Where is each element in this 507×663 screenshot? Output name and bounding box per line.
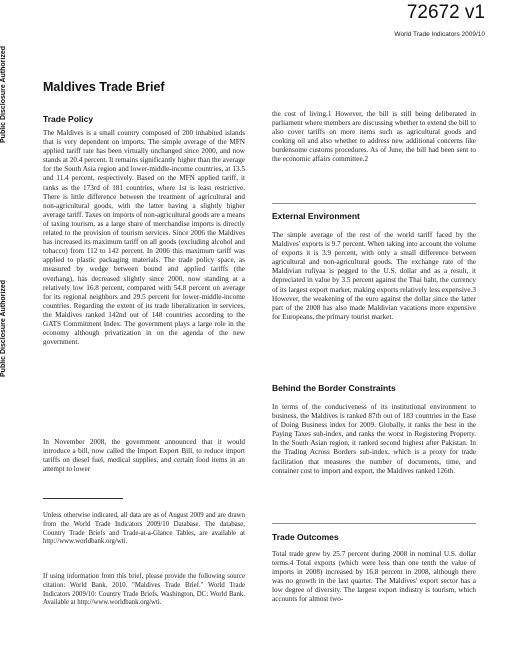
trade-policy-paragraph-3: the cost of living.1 However, the bill is still being deliberated in parliament where members are discussing whether to extend the bill to also cover tariffs on more items such as agricultural goods and cooking oil and also whether to address new additional concerns like burdensome customs procedures. As of June, the bill had been sent to the economic affairs committee.2 [272,110,476,164]
heading-behind-border: Behind the Border Constraints [272,383,396,393]
heading-trade-policy: Trade Policy [43,114,94,124]
behind-border-paragraph: In terms of the conduciveness of its institutional environment to business, the Maldives is ranked 87th out of 183 countries in the Ease of Doing Business index for 2009. Globally, it ranks the best in the Paying Taxes sub-index, and ranks the worst in Registering Property. In the South Asian region, it ranked second highest after Pakistan. In the Trading Across Borders sub-index, which is a proxy for trade facilitation that measures the number of documents, time, and container cost to import and export, the Maldives ranked 126th. [272,403,476,475]
series-title: World Trade Indicators 2009/10 [394,31,485,38]
footnote-rule [43,498,123,499]
section-divider-1 [272,203,476,204]
section-divider-2 [272,523,476,524]
trade-policy-paragraph-2: In November 2008, the government announced that it would introduce a bill, now called the Import Export Bill, to reduce import tariffs on diesel fuel, medical supplies, and certain food items in an attempt to lower [43,438,245,474]
heading-trade-outcomes: Trade Outcomes [272,532,339,542]
disclosure-label-top: Public Disclosure Authorized [0,46,7,143]
page-title: Maldives Trade Brief [43,80,165,94]
report-id: 72672 v1 [406,2,485,23]
trade-outcomes-paragraph: Total trade grew by 25.7 percent during 2008 in nominal U.S. dollar terms.4 Total exports (which were less than one tenth the value of imports in 2008) increased by 16.8 percent in 2008, although there was no growth in the last quarter. The Maldives' export sector has a low degree of diversity. The largest export industry is tourism, which accounts for almost two- [272,550,476,604]
note-data-source: Unless otherwise indicated, all data are as of August 2009 and are drawn from the World Trade Indicators 2009/10 Database. The database, Country Trade Briefs and Trade-at-a-Glance Tables, are available at http://www.worldbank.org/wti. [43,512,245,546]
note-citation: If using information from this brief, please provide the following source citation: World Bank. 2010. "Maldives Trade Brief." World Trade Indicators 2009/10: Country Trade Briefs. Washington, DC: World Bank. Available at http://www.worldbank.org/wti. [43,573,245,607]
disclosure-label-bottom: Public Disclosure Authorized [0,280,7,377]
heading-external-environment: External Environment [272,211,360,221]
trade-policy-paragraph-1: The Maldives is a small country composed of 200 inhabited islands that is very dependent on imports. The simple average of the MFN applied tariff rate has been virtually unchanged since 2000, and now stands at 20.4 percent. It remains significantly higher than the average for the South Asia region and lower-middle-income countries, at 13.5 and 11.4 percent, respectively. Based on the MFN applied tariff, it ranks as the 173rd of 181 countries, where 1st is least restrictive. There is little difference between the treatment of agricultural and non-agricultural goods, with the latter having a slightly higher average tariff. Taxes on imports of non-agricultural goods are a means of taxing tourism, as a large share of merchandise imports is directly related to the provision of tourism services. Since 2006 the Maldives has increased its maximum tariff on all goods (excluding alcohol and tobacco) from 112 to 142 percent. In 2006 this maximum tariff was applied to plastic packaging materials. The trade policy space, as measured by wedge between bound and applied tariffs (the overhang), has decreased slightly since 2000, now standing at a relatively low 16.8 percent, compared with 54.8 percent on average for its regional neighbors and 29.5 percent for lower-middle-income countries. Regarding the extent of its trade liberalization in services, the Maldives ranked 142nd out of 148 countries according to the GATS Commitment Index. The government plays a large role in the economy although privatization in on the agenda of the new government. [43,129,245,347]
external-environment-paragraph: The simple average of the rest of the world tariff faced by the Maldives' exports is 9.7 percent. When taking into account the volume of exports it is 3.9 percent, with only a small difference between agricultural and non-agricultural goods. The exchange rate of the Maldivian rufiyaa is pegged to the U.S. dollar and as a result, it depreciated in value by 3.5 percent against the Thai baht, the currency of its largest export market, making exports relatively less expensive.3 However, the weakening of the euro against the dollar since the latter part of the 2008 has also made Maldivian vacations more expensive for Europeans, the primary tourist market. [272,231,476,321]
